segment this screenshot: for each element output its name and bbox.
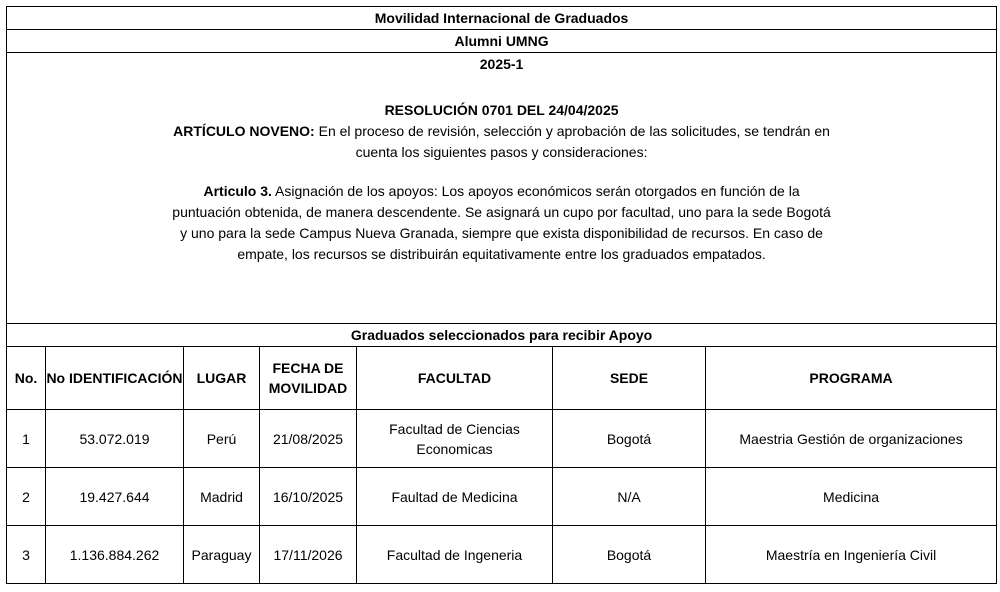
cell-facultad: Facultad de Ingeneria [357,526,553,584]
cell-id: 1.136.884.262 [46,526,184,584]
column-header-programa: PROGRAMA [706,347,997,410]
table-row [7,468,997,526]
cell-lugar: Madrid [184,468,260,526]
graduates-mobility-sheet [6,6,997,584]
cell-fecha: 21/08/2025 [260,410,357,468]
cell-no: 3 [7,526,46,584]
cell-lugar: Paraguay [184,526,260,584]
cell-sede: Bogotá [553,526,706,584]
table-row [7,410,997,468]
cell-programa: Medicina [706,468,997,526]
article-three [172,181,832,265]
column-header-fecha: FECHA DE MOVILIDAD [260,347,357,410]
cell-no: 1 [7,410,46,468]
table-row [7,526,997,584]
cell-lugar: Perú [184,410,260,468]
column-header-sede: SEDE [553,347,706,410]
article-label: ARTÍCULO NOVENO: [173,123,315,139]
cell-sede: Bogotá [553,410,706,468]
sheet-subtitle: Alumni UMNG [7,30,997,53]
resolution-block [7,78,997,324]
column-header-id: No IDENTIFICACIÓN [46,347,184,410]
cell-fecha: 16/10/2025 [260,468,357,526]
column-header-no: No. [7,347,46,410]
table-header-row [7,347,997,410]
cell-facultad: Faultad de Medicina [357,468,553,526]
cell-facultad: Facultad de Ciencias Economicas [357,410,553,468]
sheet-title: Movilidad Internacional de Graduados [7,7,997,30]
article-text: En el proceso de revisión, selección y aprobación de las solicitudes, se tendrán en cuenta los siguientes pasos y consideraciones: [314,123,830,160]
article-ninth [172,121,832,163]
cell-sede: N/A [553,468,706,526]
cell-programa: Maestria Gestión de organizaciones [706,410,997,468]
cell-programa: Maestría en Ingeniería Civil [706,526,997,584]
column-header-facultad: FACULTAD [357,347,553,410]
column-header-lugar: LUGAR [184,347,260,410]
cell-id: 19.427.644 [46,468,184,526]
subarticle-label: Articulo 3. [203,183,272,199]
table-caption: Graduados seleccionados para recibir Apoyo [7,324,997,347]
resolution-title: RESOLUCIÓN 0701 DEL 24/04/2025 [384,102,619,118]
cell-no: 2 [7,468,46,526]
cell-id: 53.072.019 [46,410,184,468]
sheet-period: 2025-1 [7,53,997,79]
subarticle-text: Asignación de los apoyos: Los apoyos económicos serán otorgados en función de la puntuación obtenida, de manera descendente. Se asignará un cupo por facultad, uno para la sede Bogotá y uno para la sede Campus Nueva Granada, siempre que exista disponibilidad de recursos. En caso de empate, los recursos se distribuirán equitativamente entre los graduados empatados. [172,183,831,262]
cell-fecha: 17/11/2026 [260,526,357,584]
